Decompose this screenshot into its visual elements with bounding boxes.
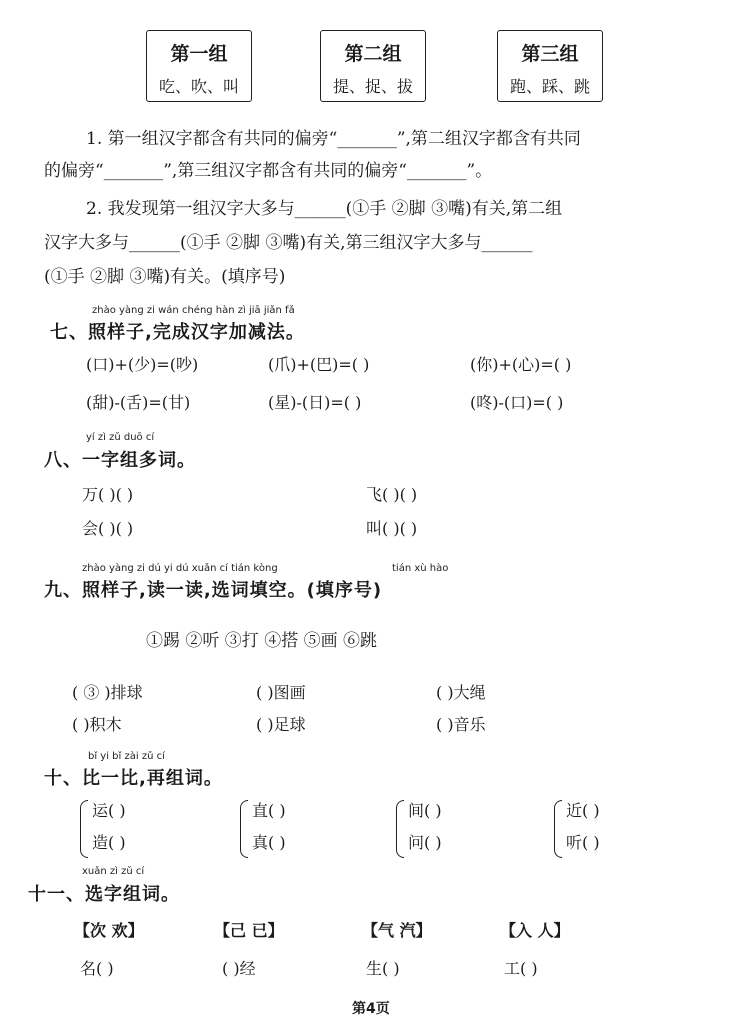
s11-choice-2: 【己 已】 [214,921,284,940]
s11-choice-1: 【次 欢】 [74,921,144,940]
s10-pair-2 [240,798,375,860]
pair-bottom: 问( ) [408,833,442,852]
s7-r1-c2: (爪)+(巴)=( ) [268,355,370,374]
brace [554,800,562,858]
s7-r2-c2: (星)-(日)=( ) [268,393,362,412]
s10-pinyin: bǐ yi bǐ zài zǔ cí [88,751,165,762]
group-box-3 [497,30,603,102]
pair-top: 运( ) [92,801,126,820]
group-chars: 吃、吹、叫 [158,77,239,96]
s10-pair-1 [80,798,215,860]
s10-pair-4 [554,798,689,860]
s8-pinyin: yí zì zǔ duō cí [86,432,155,443]
s7-r2-c3: (咚)-(口)=( ) [470,393,564,412]
s8-item-1: 万( )( ) [82,485,134,504]
pair-bottom: 造( ) [92,833,126,852]
s9-r1-c3: ( )大绳 [436,683,486,702]
s9-pinyin-b: tián xù hào [392,563,449,574]
q2-line-1: 2. 我发现第一组汉字大多与______(①手 ②脚 ③嘴)有关,第二组 [86,199,563,219]
pair-top: 近( ) [566,801,600,820]
s9-heading: 九、照样子,读一读,选词填空。(填序号) [44,580,383,601]
brace [240,800,248,858]
brace [80,800,88,858]
s9-r1-c1: ( ③ )排球 [72,683,143,702]
s11-blank-4: 工( ) [504,959,538,978]
s9-r2-c1: ( )积木 [72,715,122,734]
s8-item-2: 飞( )( ) [366,485,418,504]
s10-heading: 十、比一比,再组词。 [44,768,223,789]
s11-blank-2: ( )经 [222,959,256,978]
s7-r2-c1: (甜)-(舌)=(甘) [86,393,191,412]
brace [396,800,404,858]
group-box-1 [146,30,252,102]
s8-item-3: 会( )( ) [82,519,134,538]
s9-r2-c3: ( )音乐 [436,715,486,734]
s11-choice-4: 【入 人】 [500,921,570,940]
s11-choice-3: 【气 汽】 [362,921,432,940]
q2-line-2: 汉字大多与______(①手 ②脚 ③嘴)有关,第三组汉字大多与______ [44,233,533,253]
s8-item-4: 叫( )( ) [366,519,418,538]
pair-top: 间( ) [408,801,442,820]
group-chars: 提、捉、拔 [332,77,413,96]
s9-r2-c2: ( )足球 [256,715,306,734]
s7-r1-c1: (口)+(少)=(吵) [86,355,199,374]
s9-options: ①踢 ②听 ③打 ④搭 ⑤画 ⑥跳 [146,631,378,651]
q1-line-2: 的偏旁“_______”,第三组汉字都含有共同的偏旁“_______”。 [44,161,493,181]
s8-heading: 八、一字组多词。 [44,450,196,471]
s11-pinyin: xuǎn zì zǔ cí [82,866,145,877]
group-title: 第一组 [170,43,228,65]
group-chars: 跑、踩、跳 [509,77,590,96]
s7-r1-c3: (你)+(心)=( ) [470,355,572,374]
group-title: 第二组 [344,43,402,65]
pair-bottom: 真( ) [252,833,286,852]
s11-blank-3: 生( ) [366,959,400,978]
s11-heading: 十一、选字组词。 [28,884,180,905]
q1-line-1: 1. 第一组汉字都含有共同的偏旁“_______”,第二组汉字都含有共同 [86,129,581,149]
s9-r1-c2: ( )图画 [256,683,306,702]
s10-pair-3 [396,798,531,860]
s11-blank-1: 名( ) [80,959,114,978]
pair-top: 直( ) [252,801,286,820]
s7-heading: 七、照样子,完成汉字加减法。 [50,322,305,343]
s9-pinyin-a: zhào yàng zi dú yi dú xuǎn cí tián kòng [82,563,278,574]
group-title: 第三组 [521,43,579,65]
pair-bottom: 听( ) [566,833,600,852]
q2-line-3: (①手 ②脚 ③嘴)有关。(填序号) [44,267,286,287]
group-box-2 [320,30,426,102]
page-number: 第4页 [352,1001,390,1017]
s7-pinyin: zhào yàng zi wán chéng hàn zì jiā jiǎn fǎ [92,305,295,316]
